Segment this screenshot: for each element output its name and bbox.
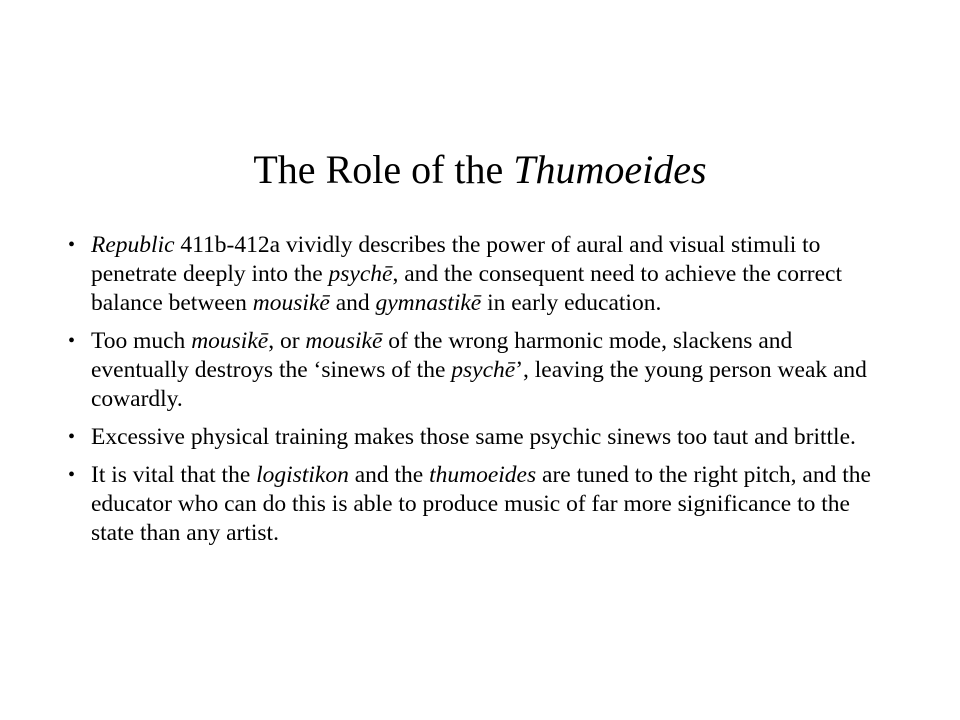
text-segment: in early education.: [481, 290, 662, 316]
text-segment: It is vital that the: [91, 462, 257, 488]
bullet-item: [66, 423, 886, 452]
text-segment: ’, leaving the young person weak and cowardly.: [91, 357, 867, 412]
bullet-item: [66, 461, 886, 548]
italic-term: psychē: [328, 261, 393, 287]
italic-term: mousikē: [252, 290, 330, 316]
text-segment: 411b-412a vividly describes the power of aural and visual stimuli to penetrate deeply into the: [91, 232, 821, 287]
text-segment: of the wrong harmonic mode, slackens and eventually destroys the ‘sinews of the: [91, 328, 793, 383]
bullet-text: [91, 232, 842, 316]
bullet-item: [66, 231, 886, 318]
text-segment: and the: [348, 462, 430, 488]
text-segment: Excessive physical training makes those same psychic sinews too taut and brittle.: [91, 424, 856, 450]
bullet-text: [91, 328, 867, 412]
bullet-dot-icon: •: [68, 426, 76, 448]
italic-term: logistikon: [256, 462, 349, 488]
bullet-item: [66, 327, 886, 414]
italic-term: mousikē: [191, 328, 269, 354]
slide-title-italic: Thumoeides: [513, 147, 707, 192]
italic-term: gymnastikē: [375, 290, 482, 316]
bullet-dot-icon: •: [68, 464, 76, 486]
text-segment: are tuned to the right pitch, and the educator who can do this is able to produce music of far more significance to the state than any artist.: [91, 462, 871, 546]
bullet-text: [91, 462, 871, 546]
slide-title: [0, 146, 960, 194]
text-segment: , and the consequent need to achieve the correct balance between: [91, 261, 843, 316]
italic-term: thumoeides: [429, 462, 537, 488]
text-segment: Too much: [91, 328, 192, 354]
text-segment: and: [329, 290, 376, 316]
slide-title-plain: The Role of the: [253, 147, 514, 192]
text-segment: , or: [268, 328, 306, 354]
italic-term: Republic: [91, 232, 175, 258]
bullet-text: [91, 424, 856, 450]
italic-term: mousikē: [305, 328, 383, 354]
bullet-dot-icon: •: [68, 234, 76, 256]
bullet-list: [66, 231, 886, 557]
italic-term: psychē: [451, 357, 516, 383]
bullet-dot-icon: •: [68, 330, 76, 352]
